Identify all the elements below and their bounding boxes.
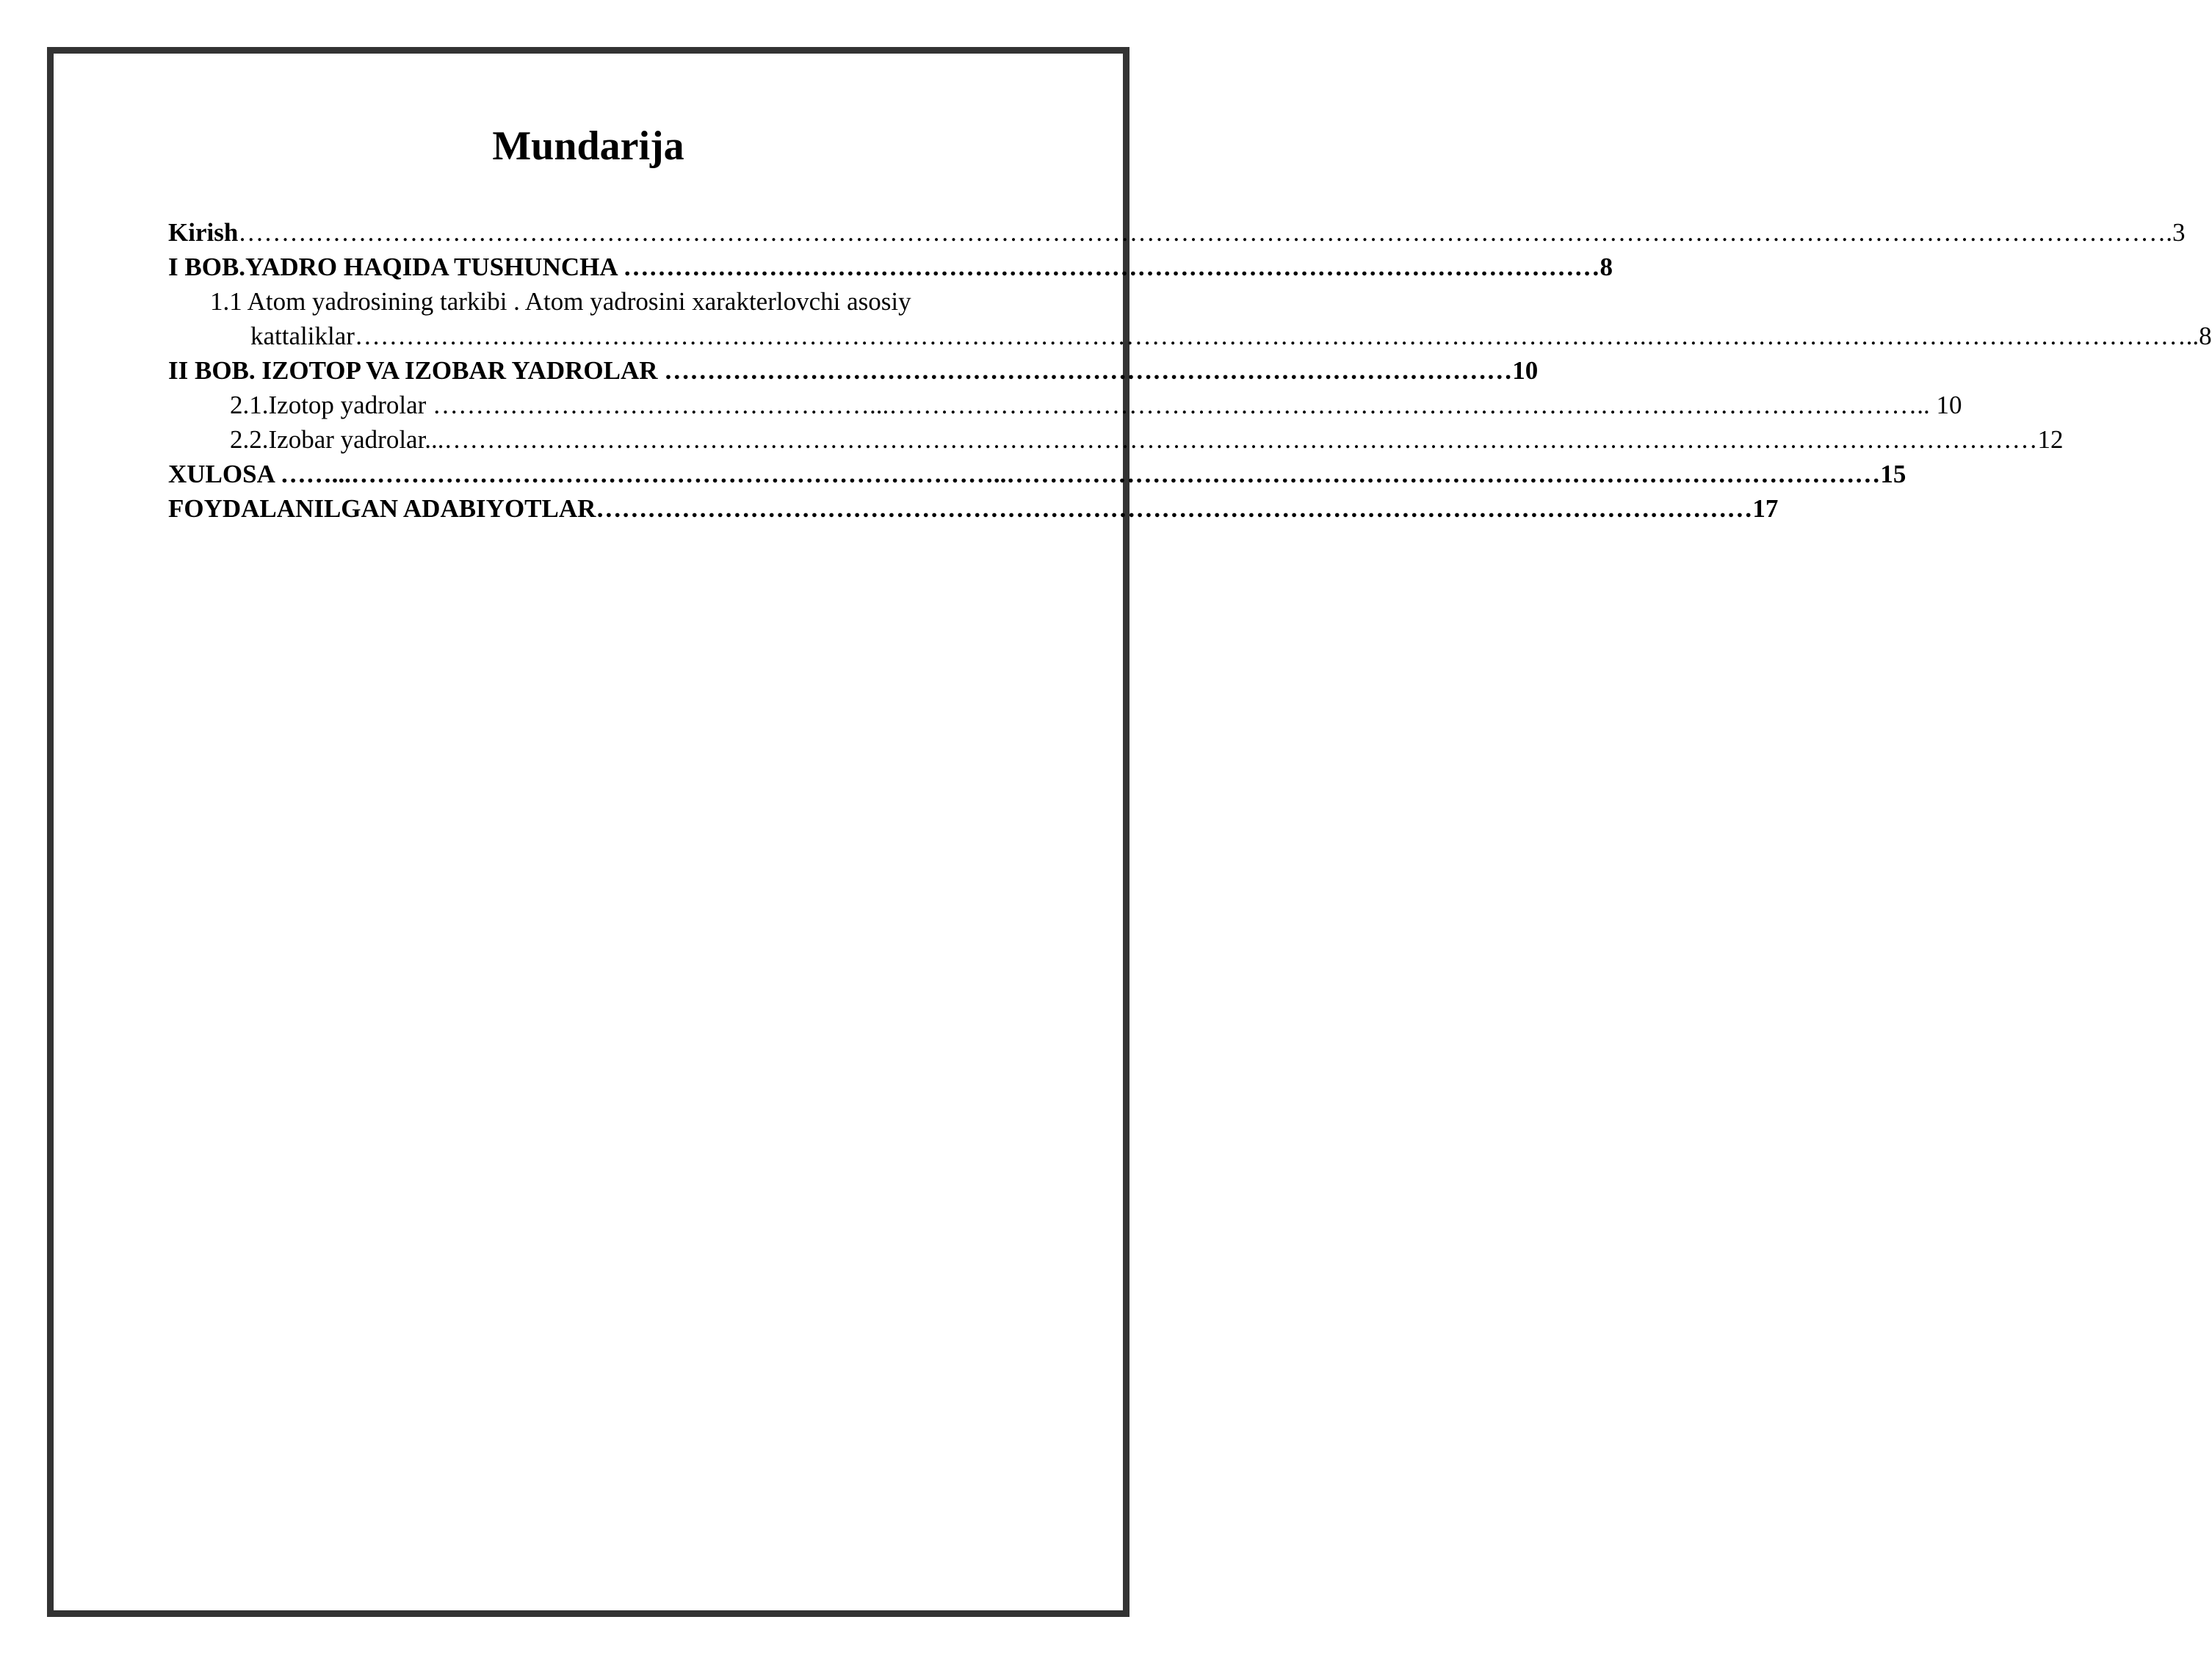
toc-entry-chapter-2[interactable]: II BOB. IZOTOP VA IZOBAR YADROLAR ………………………………………………………………………………………10 [168,356,1539,385]
toc-entry-text: Kirish……………………………………………………………………………………………………………………………………………………………………………………………………….3 [168,218,2186,247]
toc-entry-section-2-1[interactable]: 2.1.Izotop yadrolar ……………………………………………...………………………………………………………………………………………………………….. 10 [230,391,1962,419]
table-of-contents [168,215,2212,526]
toc-entry-section-1-1[interactable]: 1.1 Atom yadrosining tarkibi . Atom yadrosini xarakterlovchi asosiy [210,287,911,316]
toc-entry-chapter-1[interactable]: I BOB.YADRO HAQIDA TUSHUNCHA ……………………………………………………………………………………………………8 [168,253,1613,281]
toc-entry-xulosa[interactable]: XULOSA ……...…………………………………………………………………..…………………………………………………………………………………………15 [168,460,1906,488]
toc-entry-kirish-label: Kirish [168,218,239,247]
page-border [47,47,2212,1617]
toc-entry-section-1-1-continued[interactable]: kattaliklar…………………………………………………………………………………………………………………………………….………………………………………………………..8 [250,322,2212,350]
toc-entry-kirish[interactable] [168,215,2186,250]
toc-entry-adabiyotlar[interactable]: FOYDALANILGAN ADABIYOTLAR………………………………………………………………………………………………………………………17 [168,494,1779,523]
toc-entry-section-2-2[interactable]: 2.2.Izobar yadrolar...……………………………………………………………………………………………………………………………………………………………………12 [230,425,2064,454]
page-title: Mundarija [492,123,684,169]
